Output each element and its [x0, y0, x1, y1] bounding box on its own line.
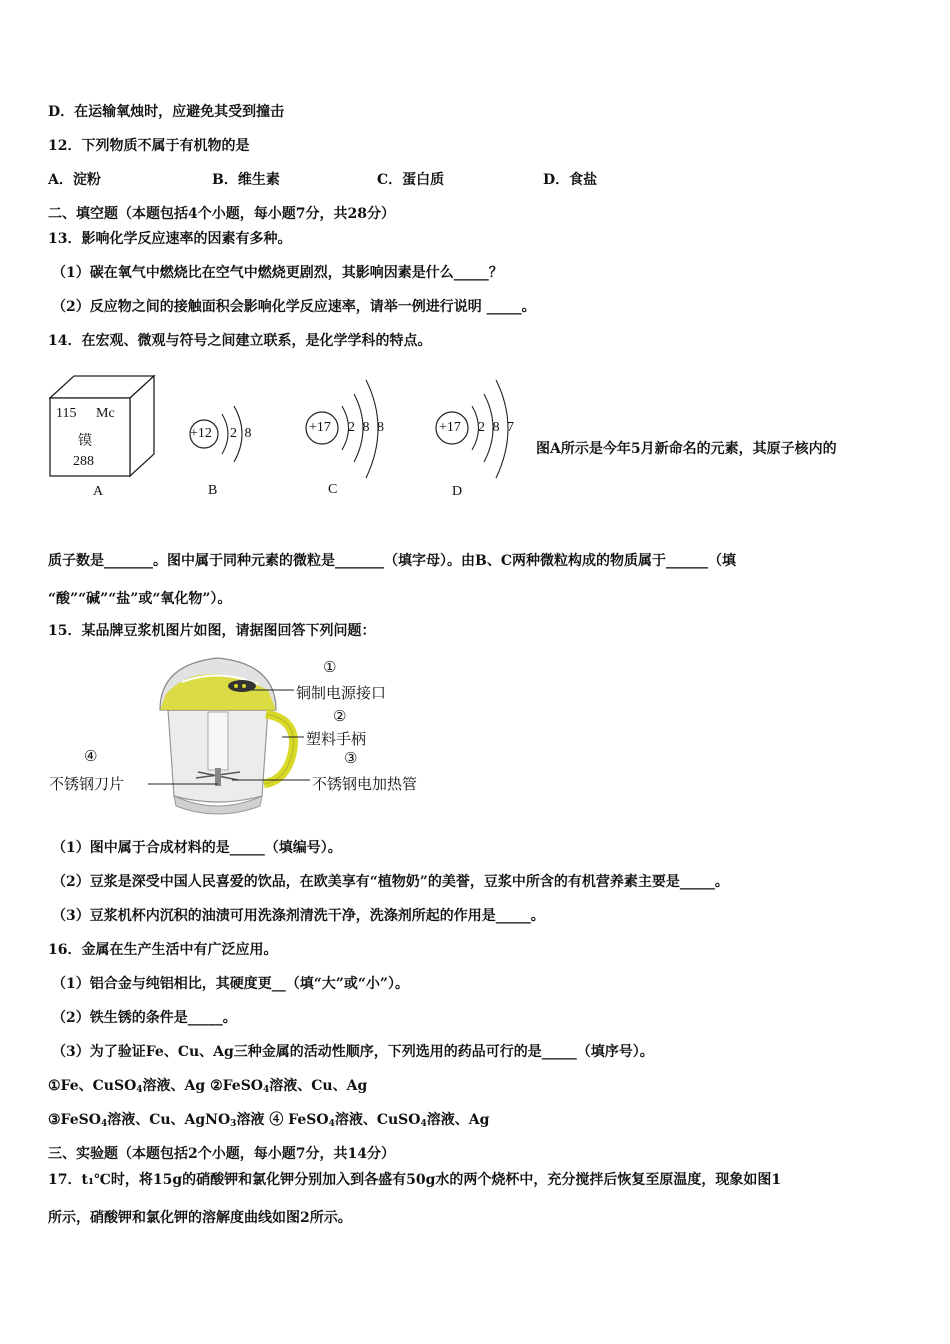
question-13-part-1: （1）碳在氧气中燃烧比在空气中燃烧更剧烈，其影响因素是什么_____？ — [52, 265, 503, 281]
element-name: 镆 — [78, 433, 92, 449]
question-16-options-row-1: ①Fe、CuSO$_4$溶液、Ag ②FeSO$_4$溶液、Cu、Ag — [48, 1078, 368, 1095]
question-14-side-text: 图A所示是今年5月新命名的元素，其原子核内的 — [536, 441, 837, 457]
question-12: 12．下列物质不属于有机物的是 — [48, 138, 250, 154]
q12-choice-c: C．蛋白质 — [377, 172, 445, 188]
q12-choice-b: B．维生素 — [212, 172, 280, 188]
figure-label-a: A — [93, 484, 104, 499]
element-card-figure — [44, 372, 164, 504]
callout-4-label: 不锈钢刀片 — [49, 775, 125, 793]
atom-c-nucleus: +17 — [309, 420, 331, 435]
question-14-continued: 质子数是_______。图中属于同种元素的微粒是_______（填字母）。由B、C两种微粒构成的物质属于______（填 — [48, 553, 736, 569]
atom-b-nucleus: +12 — [190, 426, 212, 441]
question-16-part-1: （1）铝合金与纯铝相比，其硬度更__（填“大”或“小”）。 — [52, 976, 409, 992]
atom-d-nucleus: +17 — [439, 420, 461, 435]
element-symbol: Mc — [96, 406, 115, 421]
question-17-line-1: 17．t₁℃时，将15g的硝酸钾和氯化钾分别加入到各盛有50g水的两个烧杯中，充分搅拌后恢复至原温度，现象如图1 — [48, 1172, 782, 1188]
callout-1-label: 铜制电源接口 — [296, 684, 387, 702]
question-15: 15．某品牌豆浆机图片如图，请据图回答下列问题： — [48, 623, 376, 639]
question-13: 13．影响化学反应速率的因素有多种。 — [48, 231, 292, 247]
element-number: 115 — [56, 406, 77, 421]
q12-choice-a: A．淀粉 — [48, 172, 101, 188]
element-mass: 288 — [73, 454, 94, 469]
callout-3-number: ③ — [344, 749, 358, 767]
atom-c-shells: 2 8 8 — [348, 420, 386, 435]
question-15-part-2: （2）豆浆是深受中国人民喜爱的饮品，在欧美享有“植物奶”的美誉，豆浆中所含的有机营养素主要是_____。 — [52, 874, 729, 890]
atom-d-shells: 2 8 7 — [478, 420, 516, 435]
section-2-heading: 二、填空题（本题包括4个小题，每小题7分，共28分） — [48, 206, 395, 222]
question-15-part-3: （3）豆浆机杯内沉积的油渍可用洗涤剂清洗干净，洗涤剂所起的作用是_____。 — [52, 908, 545, 924]
callout-lines — [140, 680, 320, 790]
figure-label-c: C — [328, 482, 338, 497]
question-16-options-row-2: ③FeSO$_4$溶液、Cu、AgNO$_3$溶液 ④ FeSO$_4$溶液、CuSO$_4$溶液、Ag — [48, 1112, 490, 1129]
callout-3-label: 不锈钢电加热管 — [312, 775, 418, 793]
question-16-part-2: （2）铁生锈的条件是_____。 — [52, 1010, 237, 1026]
question-15-part-1: （1）图中属于合成材料的是_____（填编号）。 — [52, 840, 342, 856]
question-17-line-2: 所示，硝酸钾和氯化钾的溶解度曲线如图2所示。 — [48, 1210, 352, 1226]
question-14: 14．在宏观、微观与符号之间建立联系，是化学学科的特点。 — [48, 333, 432, 349]
callout-2-number: ② — [333, 707, 347, 725]
question-16: 16．金属在生产生活中有广泛应用。 — [48, 942, 278, 958]
figure-label-d: D — [452, 484, 463, 499]
question-14-options: “酸”“碱”“盐”或“氧化物”）。 — [48, 591, 232, 607]
question-16-part-3: （3）为了验证Fe、Cu、Ag三种金属的活动性顺序，下列选用的药品可行的是_____（填序号）。 — [52, 1044, 654, 1060]
callout-4-number: ④ — [84, 747, 98, 765]
callout-1-number: ① — [323, 658, 337, 676]
q12-choice-d: D．食盐 — [543, 172, 598, 188]
atom-b-shells: 2 8 — [230, 426, 254, 441]
question-13-part-2: （2）反应物之间的接触面积会影响化学反应速率，请举一例进行说明 _____。 — [52, 299, 536, 315]
callout-2-label: 塑料手柄 — [306, 730, 367, 748]
section-3-heading: 三、实验题（本题包括2个小题，每小题7分，共14分） — [48, 1146, 395, 1162]
figure-label-b: B — [208, 483, 218, 498]
option-d-text: D．在运输氧烛时，应避免其受到撞击 — [48, 104, 285, 120]
